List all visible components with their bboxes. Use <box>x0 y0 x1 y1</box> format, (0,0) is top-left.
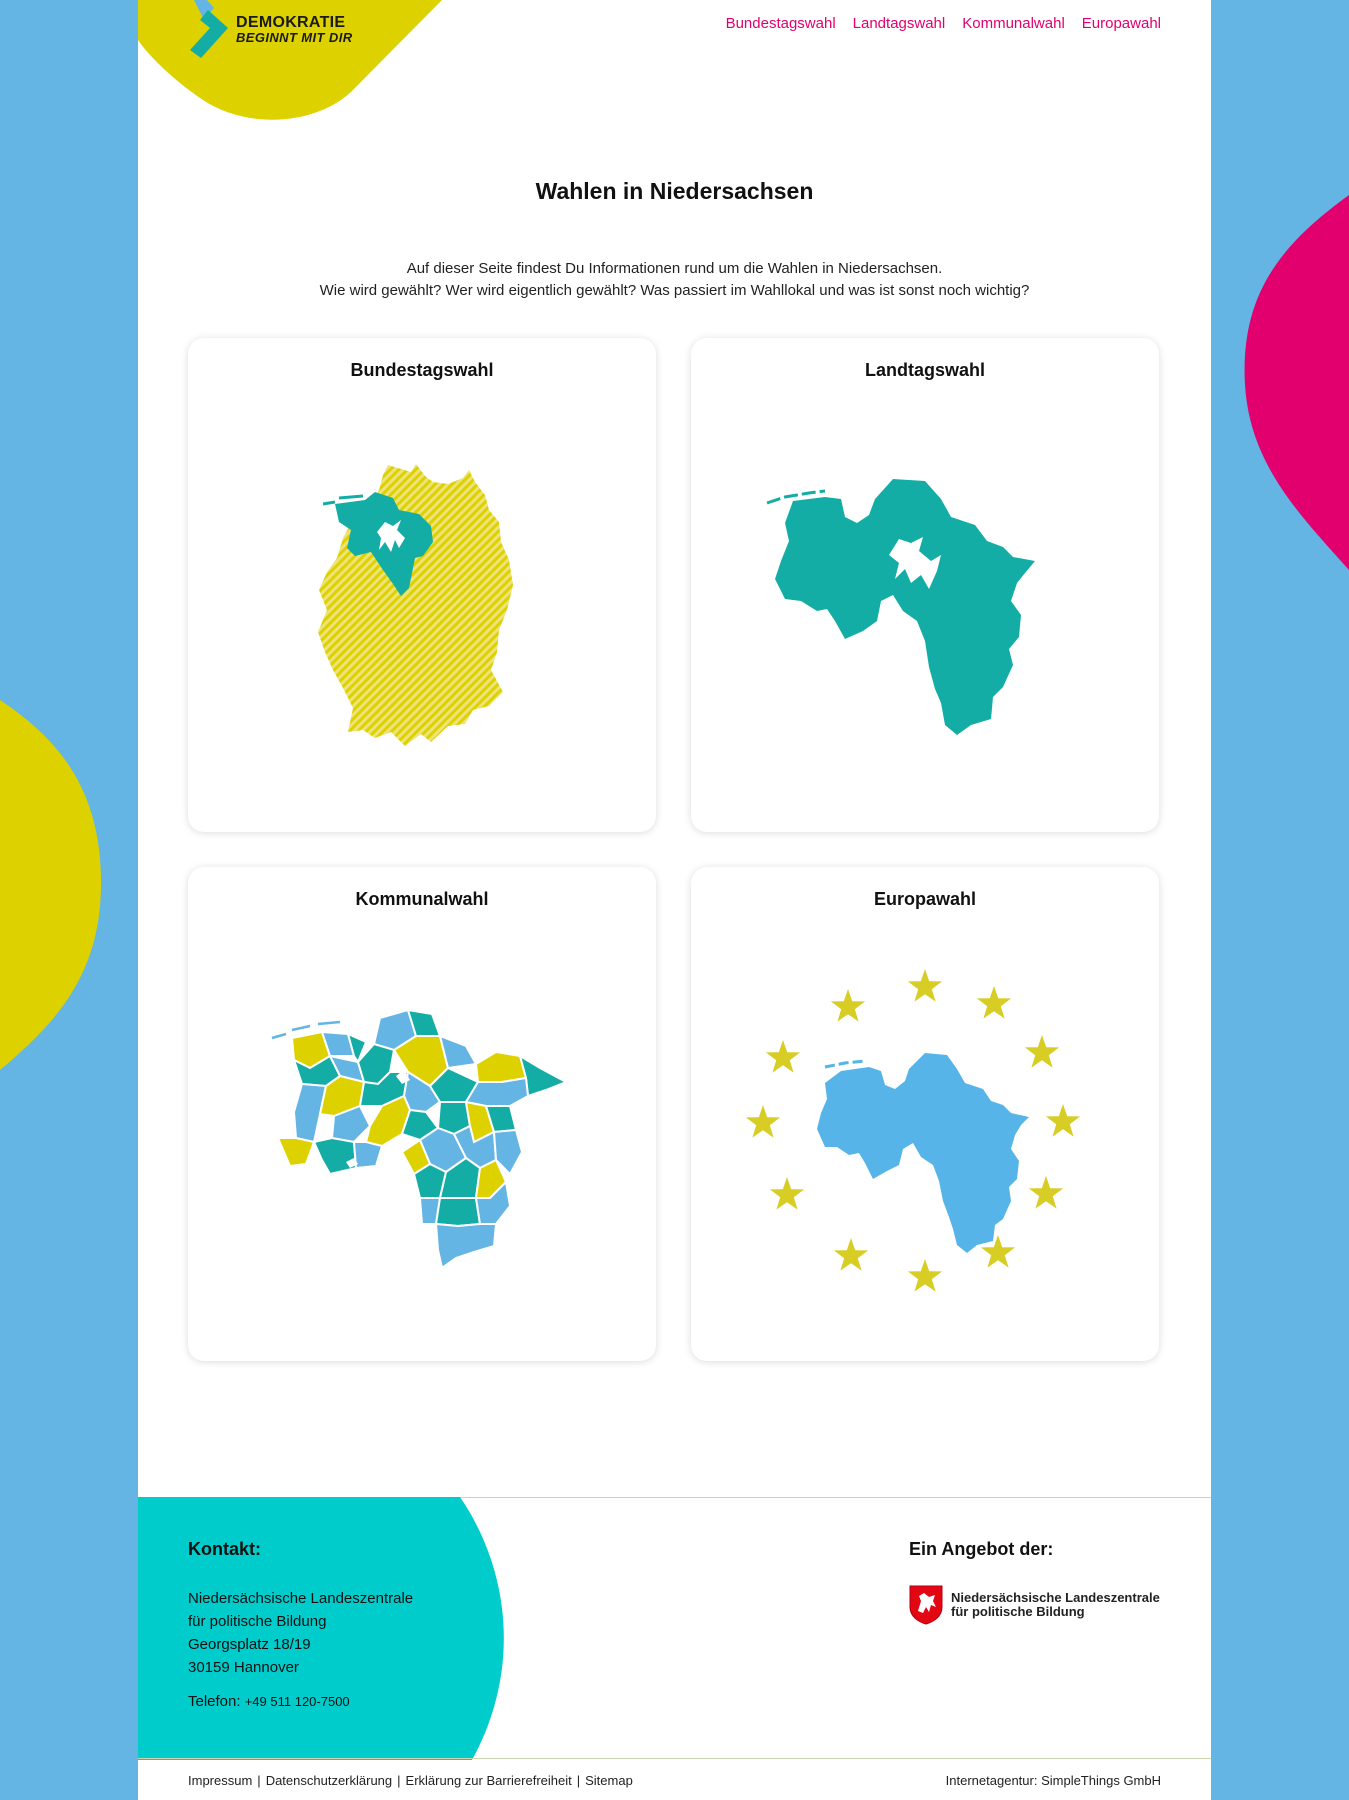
logo-line-1: DEMOKRATIE <box>236 14 346 31</box>
lower-saxony-crest-icon <box>909 1585 943 1625</box>
phone-number[interactable]: +49 511 120-7500 <box>244 1694 350 1709</box>
address-line-4: 30159 Hannover <box>188 1659 299 1676</box>
address-line-3: Georgsplatz 18/19 <box>188 1636 311 1653</box>
angebot-title: Ein Angebot der: <box>909 1539 1054 1559</box>
card-landtagswahl[interactable] <box>691 338 1159 832</box>
address-line-1: Niedersächsische Landeszentrale <box>188 1590 414 1607</box>
kontakt-title: Kontakt: <box>188 1539 261 1559</box>
intro-line-2: Wie wird gewählt? Wer wird eigentlich gewählt? Was passiert im Wahllokal und was ist sonst noch wichtig? <box>319 282 1030 299</box>
card-bundestagswahl[interactable] <box>188 338 656 832</box>
germany-map-icon <box>313 460 533 755</box>
agency-credit[interactable]: Internetagentur: SimpleThings GmbH <box>945 1773 1161 1788</box>
eu-stars-map-icon <box>745 967 1105 1307</box>
footer-links <box>188 1773 633 1788</box>
logo-mark-icon <box>188 0 230 60</box>
link-separator: | <box>576 1773 581 1788</box>
card-title-europawahl: Europawahl <box>873 889 976 909</box>
footer-bottom-divider <box>138 1758 1211 1759</box>
nav-link-kommunalwahl[interactable]: Kommunalwahl <box>962 15 1065 32</box>
footer-link-sitemap[interactable]: Sitemap <box>585 1773 633 1788</box>
yellow-background-blob <box>0 700 105 1070</box>
link-separator: | <box>397 1773 401 1788</box>
card-title-landtagswahl: Landtagswahl <box>864 360 985 380</box>
nav-link-bundestagswahl[interactable]: Bundestagswahl <box>725 15 836 32</box>
contact-phone <box>188 1693 350 1710</box>
lpb-name-line-1: Niedersächsische Landeszentrale <box>951 1590 1160 1605</box>
nav-link-europawahl[interactable]: Europawahl <box>1081 15 1161 32</box>
page-container <box>138 0 1211 1800</box>
card-title-kommunalwahl: Kommunalwahl <box>355 889 489 909</box>
logo-line-2: BEGINNT MIT DIR <box>236 30 353 45</box>
lower-saxony-map-icon <box>765 471 1085 741</box>
site-logo[interactable] <box>188 0 353 60</box>
address-line-2: für politische Bildung <box>188 1613 327 1630</box>
footer-link-impressum[interactable]: Impressum <box>188 1773 253 1788</box>
card-europawahl[interactable] <box>691 867 1159 1361</box>
top-navigation <box>726 15 1161 32</box>
link-separator: | <box>257 1773 261 1788</box>
footer-link-barrierefreiheit[interactable]: Erklärung zur Barrierefreiheit <box>405 1773 572 1788</box>
lpb-logo-link[interactable] <box>909 1585 1160 1625</box>
page-title: Wahlen in Niedersachsen <box>535 178 814 204</box>
intro-text <box>138 258 1211 302</box>
card-title-bundestagswahl: Bundestagswahl <box>350 360 494 380</box>
intro-line-1: Auf dieser Seite findest Du Informationen rund um die Wahlen in Niedersachsen. <box>406 260 943 277</box>
nav-link-landtagswahl[interactable]: Landtagswahl <box>852 15 946 32</box>
footer-link-datenschutz[interactable]: Datenschutzerklärung <box>265 1773 393 1788</box>
districts-map-icon <box>270 1002 574 1272</box>
card-kommunalwahl[interactable] <box>188 867 656 1361</box>
lpb-name-line-2: für politische Bildung <box>951 1604 1085 1619</box>
magenta-background-blob <box>1240 195 1349 575</box>
contact-address <box>188 1587 413 1679</box>
phone-label: Telefon: <box>188 1693 241 1710</box>
